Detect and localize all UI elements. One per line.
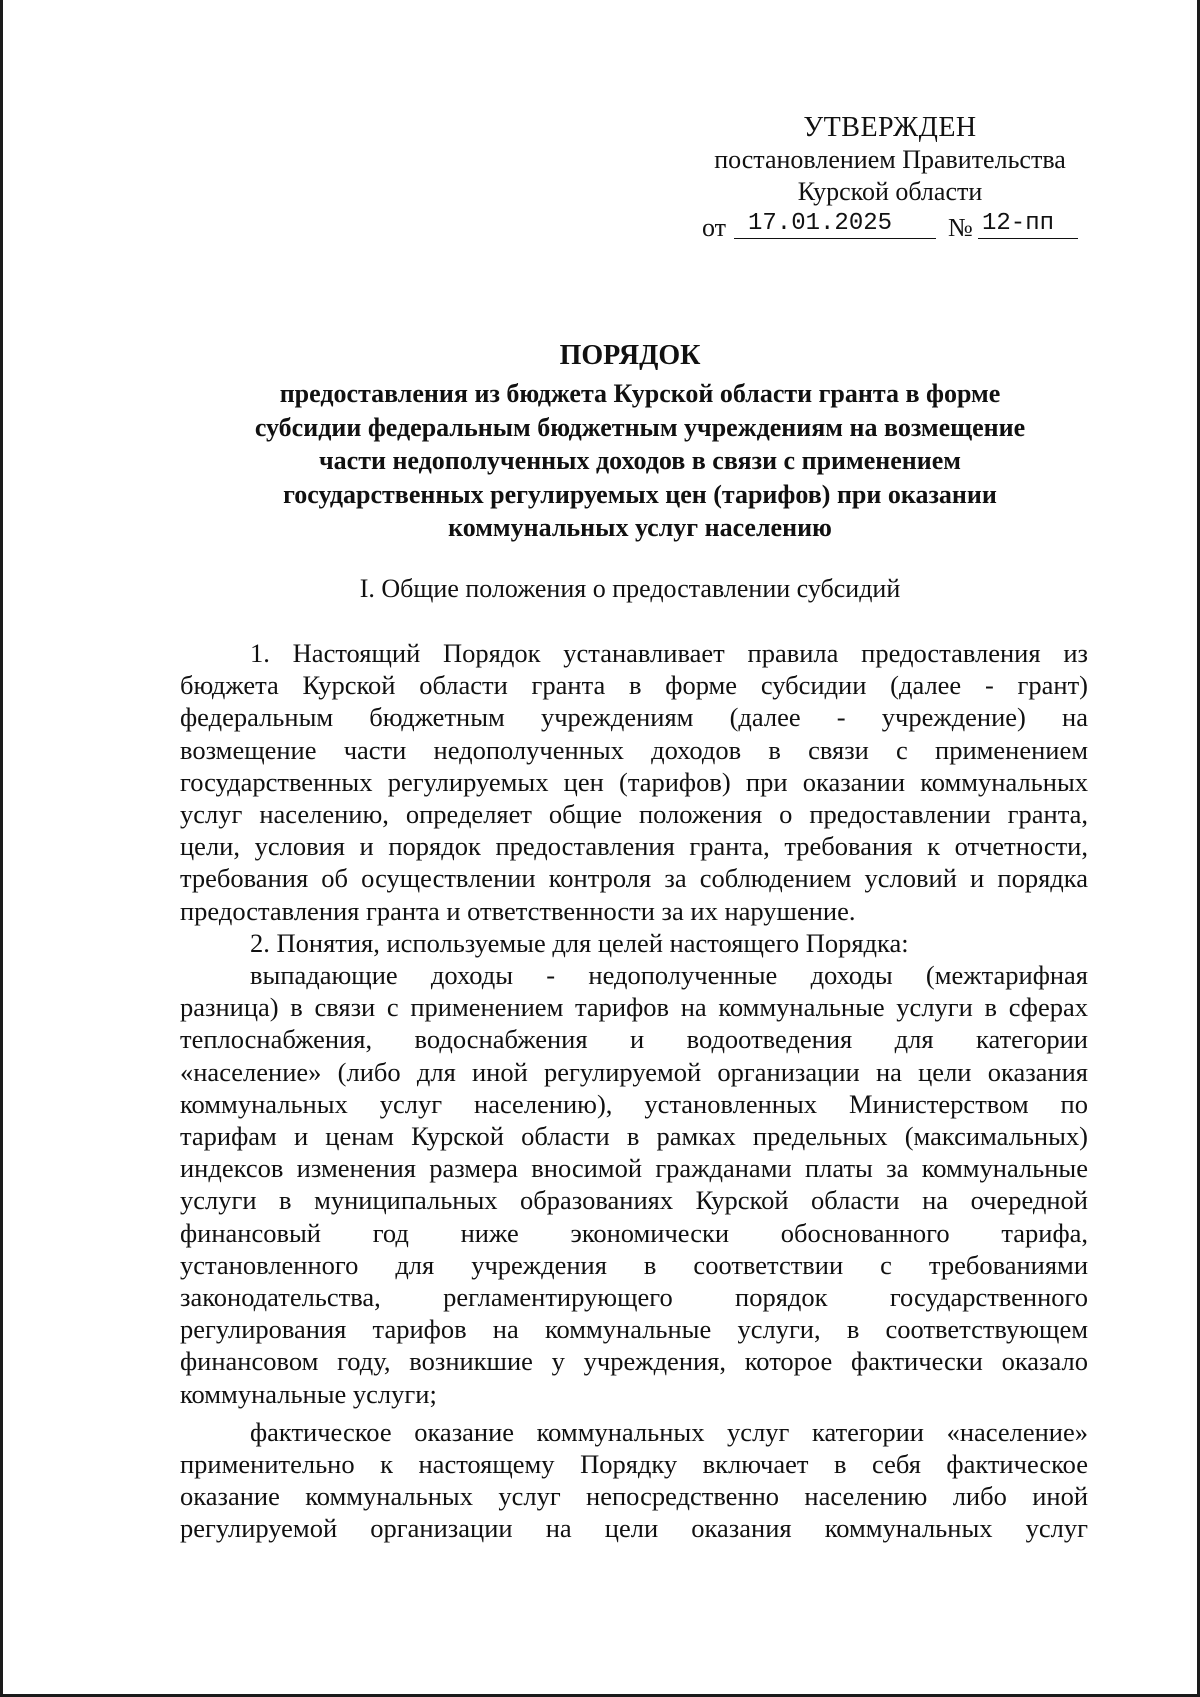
text-line: установленного для учреждения в соответствии с требованиями <box>180 1249 1088 1280</box>
text-line: финансовом году, возникшие у учреждения, которое фактически оказало <box>180 1346 1088 1377</box>
text-line: коммунальные услуги; <box>180 1378 437 1409</box>
subtitle-line: государственных регулируемых цен (тарифов) при оказании <box>283 479 997 509</box>
section-heading: I. Общие положения о предоставлении субсидий <box>359 574 901 603</box>
approval-date-field <box>734 208 936 239</box>
scan-edge-left <box>0 0 3 1697</box>
text-line: «население» (либо для иной регулируемой организации на цели оказания <box>180 1056 1088 1087</box>
approval-number-label: № <box>948 213 973 242</box>
approval-title: УТВЕРЖДЕН <box>803 112 977 143</box>
document-subtitle <box>190 377 1090 545</box>
subtitle-line: части недополученных доходов в связи с применением <box>318 446 961 475</box>
text-line: финансовый год ниже экономически обоснованного тарифа, <box>180 1217 1088 1248</box>
text-line: услуги в муниципальных образованиях Курской области на очередной <box>180 1185 1088 1216</box>
text-line: оказание коммунальных услуг непосредственно населению либо иной <box>180 1481 1088 1512</box>
text-line: регулирования тарифов на коммунальные услуги, в соответствующем <box>180 1314 1088 1345</box>
text-line: предоставления гранта и ответственности за их нарушение. <box>180 895 856 926</box>
paragraph-3 <box>180 959 1088 1410</box>
text-line: регулируемой организации на цели оказания коммунальных услуг <box>180 1513 1088 1544</box>
approval-line-2: Курской области <box>797 177 983 206</box>
approval-stamp-block <box>690 112 1090 242</box>
text-line: цели, условия и порядок предоставления гранта, требования к отчетности, <box>180 831 1088 862</box>
text-line: коммунальных услуг населению), установленных Министерством по <box>180 1088 1088 1119</box>
approval-line-1: постановлением Правительства <box>714 145 1066 174</box>
subtitle-line: коммунальных услуг населению <box>448 513 832 542</box>
text-line: индексов изменения размера вносимой гражданами платы за коммунальные <box>180 1153 1088 1184</box>
approval-from-label: от <box>702 213 727 242</box>
text-line: 1. Настоящий Порядок устанавливает правила предоставления из <box>250 638 1088 668</box>
approval-date-row <box>690 208 1090 242</box>
text-line: бюджета Курской области гранта в форме субсидии (далее - грант) <box>180 670 1088 701</box>
text-line: выпадающие доходы - недополученные доходы (межтарифная <box>250 960 1088 991</box>
text-line: фактическое оказание коммунальных услуг категории «население» <box>250 1416 1088 1447</box>
approval-number: 12-пп <box>982 210 1055 237</box>
text-line: требования об осуществлении контроля за соблюдением условий и порядка <box>180 863 1088 894</box>
text-line: разница) в связи с применением тарифов на коммунальные услуги в сферах <box>180 992 1088 1023</box>
text-line: теплоснабжения, водоснабжения и водоотведения для категории <box>180 1024 1088 1055</box>
subtitle-line: субсидии федеральным бюджетным учреждениям на возмещение <box>254 412 1026 442</box>
subtitle-line: предоставления из бюджета Курской области гранта в форме <box>279 379 1001 408</box>
text-line: тарифам и ценам Курской области в рамках предельных (максимальных) <box>180 1121 1088 1152</box>
text-line: 2. Понятия, используемые для целей настоящего Порядка: <box>250 927 909 958</box>
text-line: федеральным бюджетным учреждениям (далее - учреждение) на <box>180 702 1088 733</box>
text-line: возмещение части недополученных доходов в связи с применением <box>180 734 1088 765</box>
text-line: государственных регулируемых цен (тарифов) при оказании коммунальных <box>180 766 1088 797</box>
paragraph-4 <box>180 1416 1088 1545</box>
text-line: применительно к настоящему Порядку включает в себя фактическое <box>180 1449 1088 1480</box>
text-line: законодательства, регламентирующего порядок государственного <box>180 1282 1088 1313</box>
text-line: услуг населению, определяет общие положения о предоставлении гранта, <box>180 799 1088 830</box>
document-body <box>180 637 1088 1545</box>
document-title: ПОРЯДОК <box>559 340 701 371</box>
approval-number-field <box>978 208 1078 239</box>
paragraph-1 <box>180 637 1088 927</box>
approval-date: 17.01.2025 <box>748 210 893 237</box>
paragraph-2 <box>180 927 1088 959</box>
